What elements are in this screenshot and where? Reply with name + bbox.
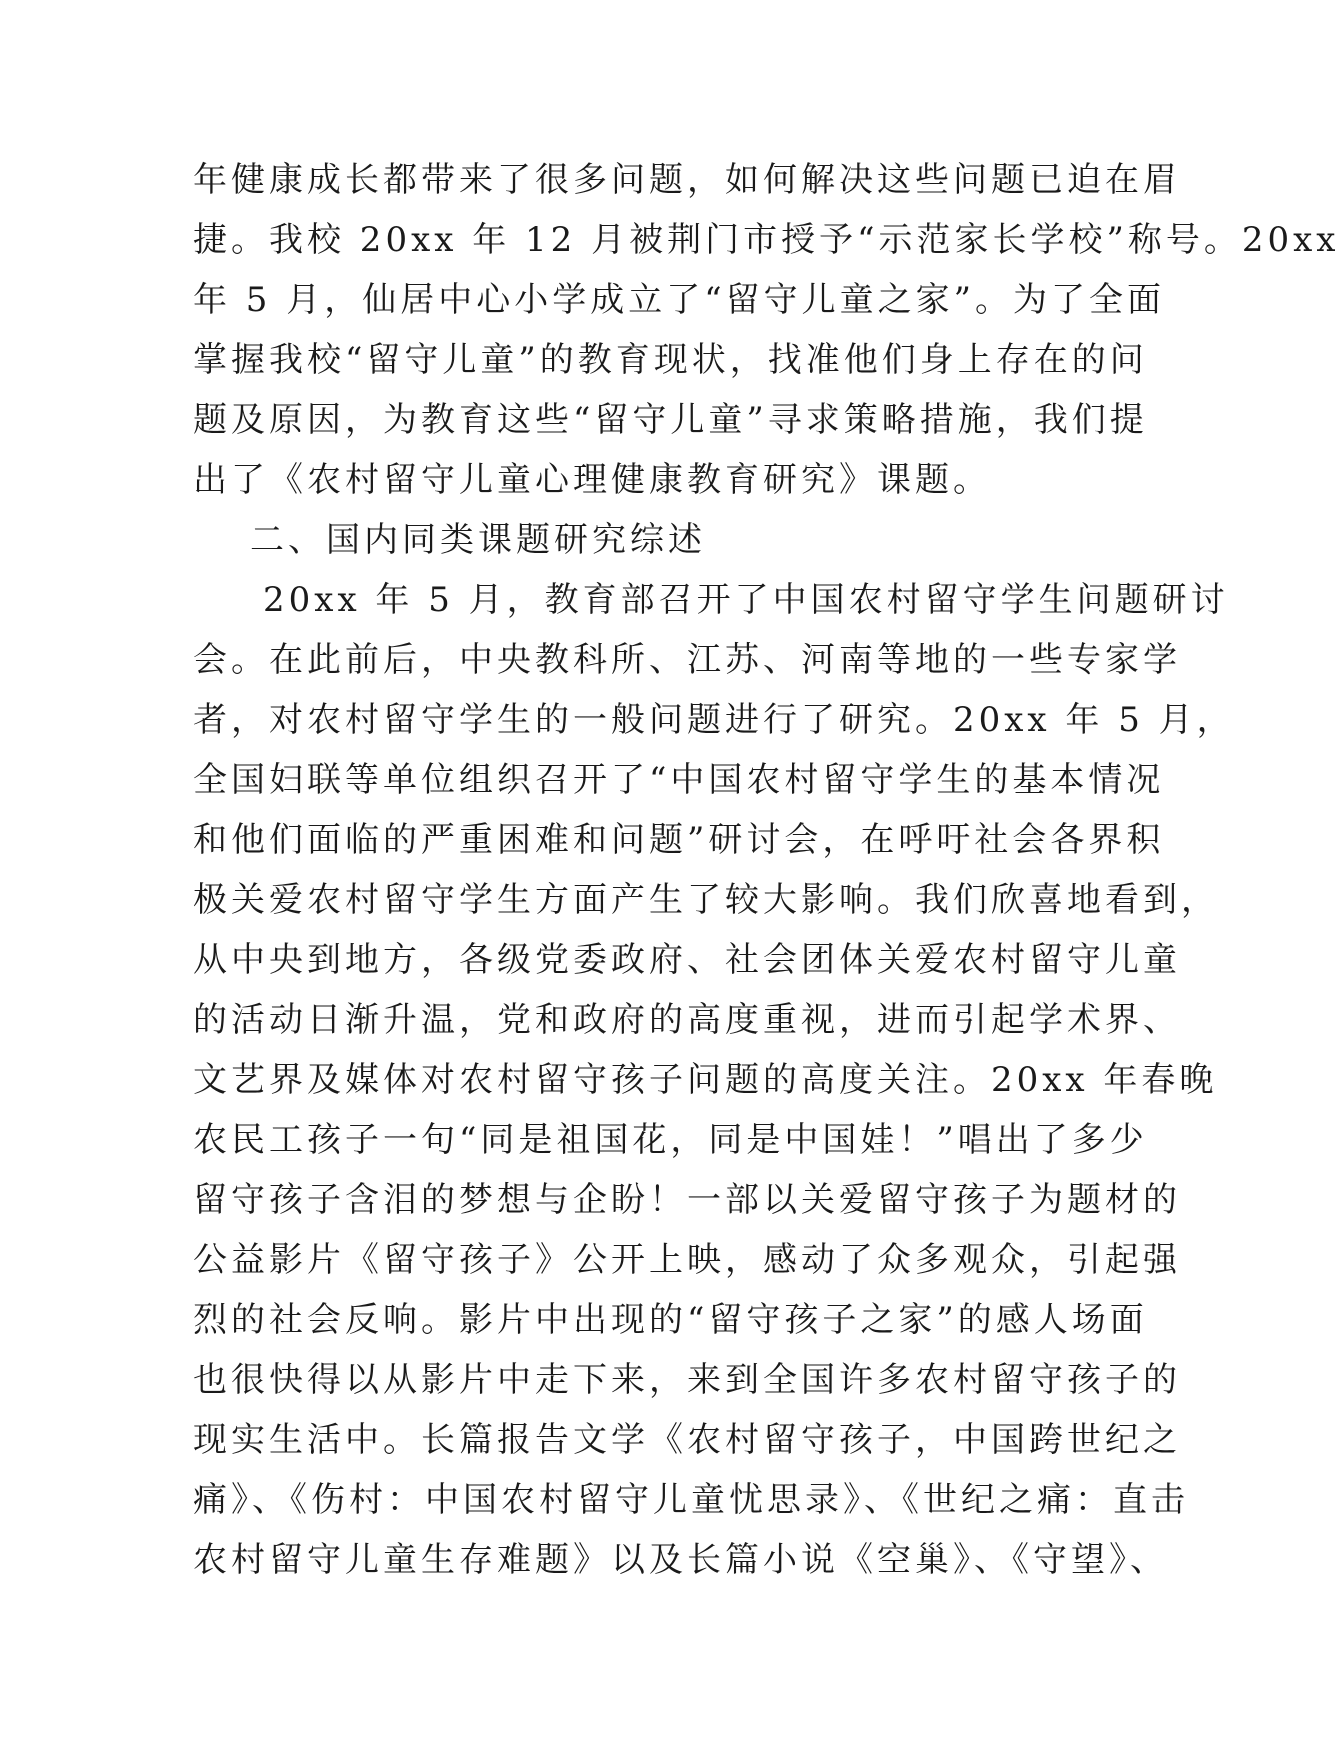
paragraph-line: 从中央到地方，各级党委政府、社会团体关爱农村留守儿童 [193, 940, 1181, 980]
section-heading: 二、国内同类课题研究综述 [250, 520, 706, 560]
paragraph-line: 会。在此前后，中央教科所、江苏、河南等地的一些专家学 [193, 640, 1181, 680]
paragraph-line: 文艺界及媒体对农村留守孩子问题的高度关注。20xx 年春晚 [193, 1060, 1218, 1100]
paragraph-line: 农民工孩子一句“同是祖国花，同是中国娃！”唱出了多少 [193, 1120, 1148, 1160]
paragraph-line: 烈的社会反响。影片中出现的“留守孩子之家”的感人场面 [193, 1300, 1148, 1340]
paragraph-line: 年 5 月，仙居中心小学成立了“留守儿童之家”。为了全面 [193, 280, 1166, 320]
paragraph-line: 题及原因，为教育这些“留守儿童”寻求策略措施，我们提 [193, 400, 1148, 440]
paragraph-line: 掌握我校“留守儿童”的教育现状，找准他们身上存在的问 [193, 340, 1148, 380]
paragraph-line: 公益影片《留守孩子》公开上映，感动了众多观众，引起强 [193, 1240, 1181, 1280]
paragraph-line: 全国妇联等单位组织召开了“中国农村留守学生的基本情况 [193, 760, 1165, 800]
paragraph-line: 和他们面临的严重困难和问题”研讨会，在呼吁社会各界积 [193, 820, 1165, 860]
paragraph-line: 留守孩子含泪的梦想与企盼！一部以关爱留守孩子为题材的 [193, 1180, 1181, 1220]
paragraph-line: 极关爱农村留守学生方面产生了较大影响。我们欣喜地看到， [193, 880, 1219, 920]
paragraph-line: 者，对农村留守学生的一般问题进行了研究。20xx 年 5 月， [193, 700, 1235, 740]
document-body [193, 150, 1339, 1590]
paragraph-line: 现实生活中。长篇报告文学《农村留守孩子，中国跨世纪之 [193, 1420, 1181, 1460]
paragraph-line: 20xx 年 5 月，教育部召开了中国农村留守学生问题研讨 [263, 580, 1229, 620]
paragraph-line: 的活动日渐升温，党和政府的高度重视，进而引起学术界、 [193, 1000, 1181, 1040]
paragraph-line: 农村留守儿童生存难题》以及长篇小说《空巢》、《守望》、 [193, 1540, 1168, 1580]
paragraph-line: 也很快得以从影片中走下来，来到全国许多农村留守孩子的 [193, 1360, 1181, 1400]
paragraph-line: 痛》、《伤村：中国农村留守儿童忧思录》、《世纪之痛：直击 [193, 1480, 1189, 1520]
paragraph-line: 捷。我校 20xx 年 12 月被荆门市授予“示范家长学校”称号。20xx [193, 220, 1339, 260]
paragraph-line: 年健康成长都带来了很多问题，如何解决这些问题已迫在眉 [193, 160, 1181, 200]
paragraph-line: 出了《农村留守儿童心理健康教育研究》课题。 [193, 460, 991, 500]
